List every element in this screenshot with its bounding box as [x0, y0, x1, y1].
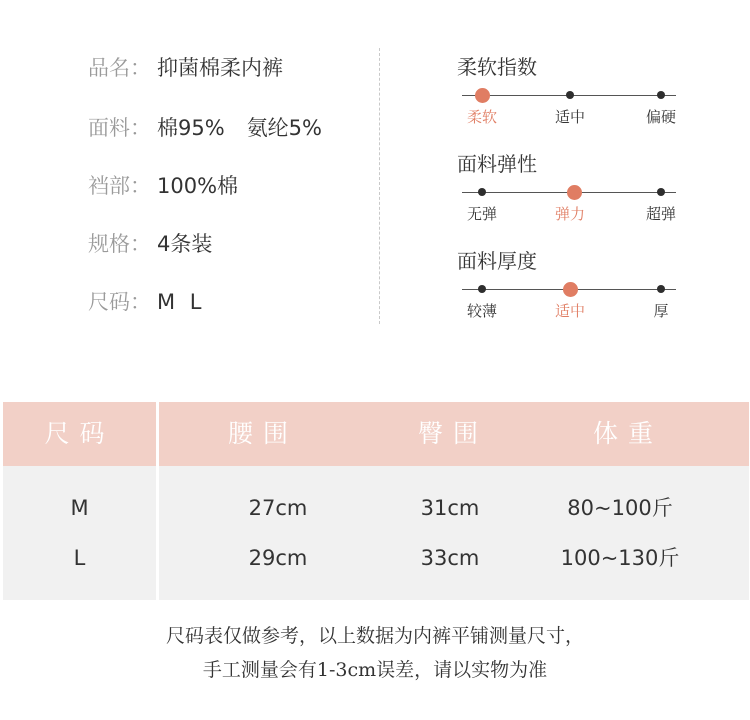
column-divider	[156, 402, 159, 600]
scale-dot	[567, 185, 582, 200]
scale-title: 柔软指数	[457, 55, 537, 79]
crotch-value: 100%棉	[157, 174, 239, 198]
info-label: 尺码	[88, 290, 130, 314]
info-label: 裆部	[88, 174, 130, 198]
scale-option-label: 较薄	[466, 302, 497, 320]
info-row-crotch	[88, 170, 238, 202]
note-line-2: 手工测量会有1-3cm误差，请以实物为准	[202, 659, 548, 681]
scale-dot	[657, 285, 665, 293]
scale-dot	[478, 188, 486, 196]
spec-value: 4条装	[157, 232, 213, 256]
table-cell-hip: 31cm	[420, 496, 480, 520]
scale-dot	[478, 285, 486, 293]
table-body	[3, 466, 749, 600]
scale-dot	[566, 91, 574, 99]
scale-title: 面料厚度	[457, 249, 537, 273]
info-label: 品名	[88, 56, 130, 80]
fabric-cotton-value: 棉95%	[157, 116, 225, 140]
scale-option-label: 柔软	[466, 108, 497, 126]
header-cell-hip: 臀围	[417, 419, 488, 448]
scale-dot	[657, 188, 665, 196]
table-cell-weight: 100~130斤	[560, 546, 680, 570]
scale-option-label: 无弹	[466, 205, 497, 223]
scale-option-label: 超弹	[645, 205, 676, 223]
fabric-spandex-value: 氨纶5%	[246, 116, 323, 140]
scale-option-label: 适中	[554, 302, 585, 320]
size-value: M L	[157, 290, 206, 314]
info-separator: ：	[130, 290, 151, 314]
table-header	[3, 402, 749, 466]
info-label: 规格	[88, 232, 130, 256]
info-row-fabric	[88, 112, 322, 144]
header-cell-weight: 体重	[592, 419, 663, 448]
scale-dot	[475, 88, 490, 103]
info-label: 面料	[88, 116, 130, 140]
header-cell-waist: 腰围	[227, 419, 298, 448]
vertical-divider	[379, 48, 380, 324]
table-cell-size: L	[73, 546, 86, 570]
info-separator: ：	[130, 116, 151, 140]
table-cell-hip: 33cm	[420, 546, 480, 570]
info-separator: ：	[130, 56, 151, 80]
scale-option-label: 适中	[554, 108, 585, 126]
table-cell-size: M	[70, 496, 89, 520]
header-cell-size: 尺码	[44, 419, 115, 448]
info-row-spec	[88, 228, 212, 260]
table-cell-waist: 29cm	[248, 546, 308, 570]
scale-dot	[657, 91, 665, 99]
scale-dot	[563, 282, 578, 297]
product-name-value: 抑菌棉柔内裤	[157, 56, 283, 80]
info-separator: ：	[130, 232, 151, 256]
note-line-1: 尺码表仅做参考，以上数据为内裤平铺测量尺寸，	[165, 625, 584, 647]
scale-option-label: 偏硬	[645, 108, 676, 126]
scale-option-label: 弹力	[554, 205, 585, 223]
scale-title: 面料弹性	[457, 152, 537, 176]
info-row-name	[88, 52, 283, 84]
info-separator: ：	[130, 174, 151, 198]
scale-option-label: 厚	[653, 302, 669, 320]
info-row-size	[88, 286, 206, 318]
table-cell-waist: 27cm	[248, 496, 308, 520]
table-cell-weight: 80~100斤	[567, 496, 673, 520]
